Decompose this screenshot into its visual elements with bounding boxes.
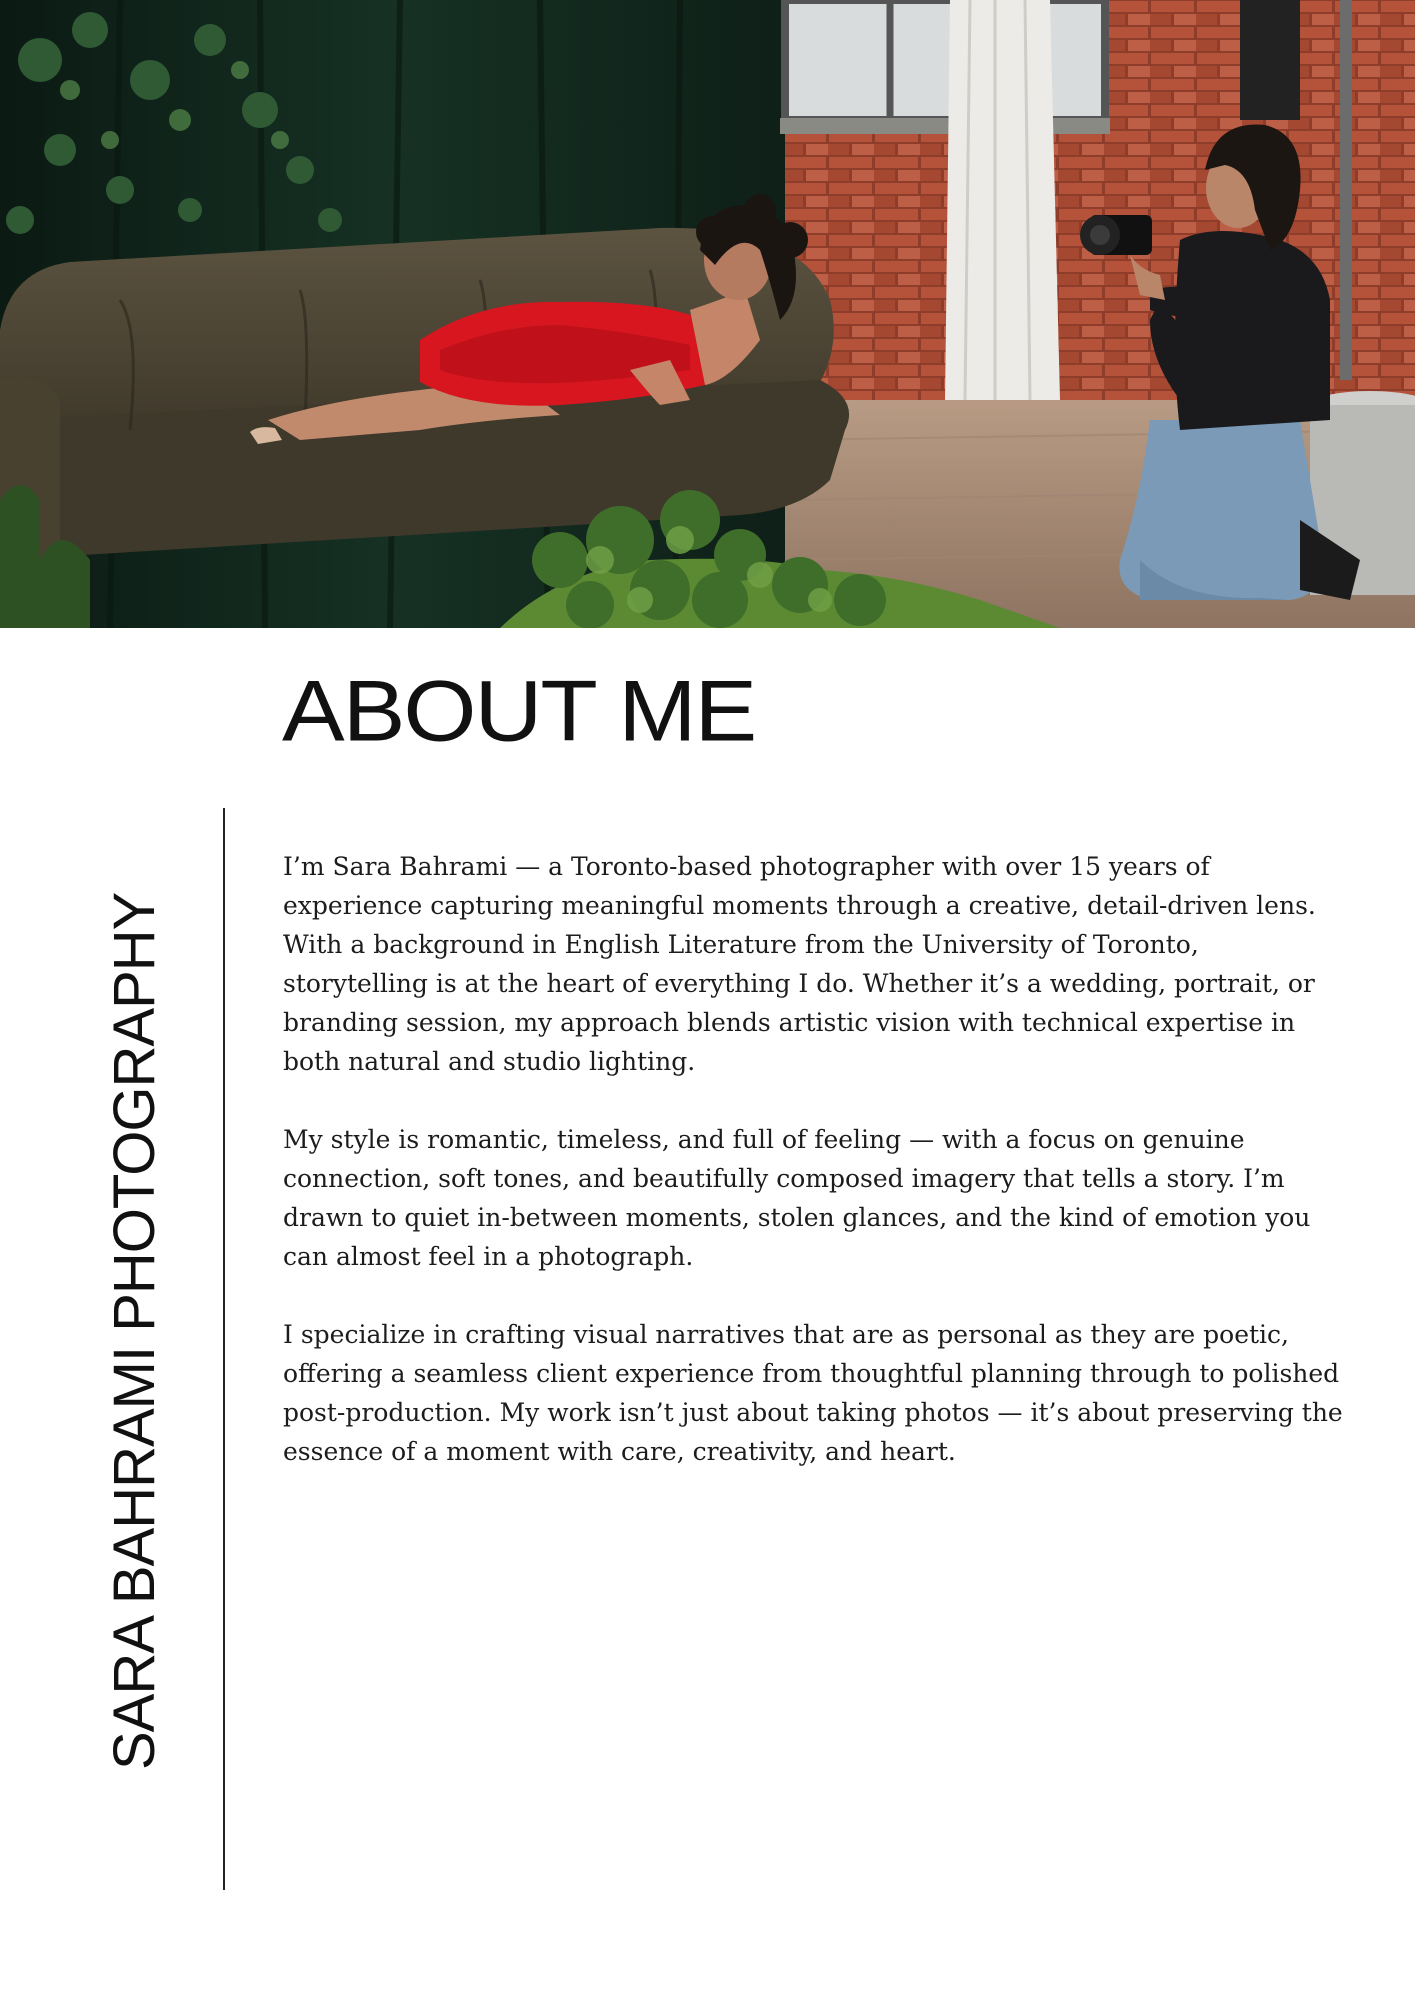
- vertical-divider: [223, 808, 225, 1890]
- bio-paragraph: I’m Sara Bahrami — a Toronto-based photographer with over 15 years of experience capturing meaningful moments through a creative, detail-driven lens. With a background in English Literature from the University of Toronto, storytelling is at the heart of everything I do. Whether it’s a wedding, portrait, or branding session, my approach blends artistic vision with technical expertise in both natural and studio lighting.: [283, 852, 1316, 1076]
- brand-vertical-wrapper: [100, 892, 170, 1770]
- page-title: ABOUT ME: [282, 662, 756, 760]
- bio-paragraph: My style is romantic, timeless, and full of feeling — with a focus on genuine connection, soft tones, and beautifully composed imagery that tells a story. I’m drawn to quiet in-between moments, stolen glances, and the kind of emotion you can almost feel in a photograph.: [283, 1125, 1311, 1271]
- brand-name: SARA BAHRAMI PHOTOGRAPHY: [102, 892, 167, 1770]
- bio-section: [283, 847, 1343, 1510]
- hero-photo: [0, 0, 1415, 628]
- bio-paragraph: I specialize in crafting visual narratives that are as personal as they are poetic, offering a seamless client experience from thoughtful planning through to polished post-production. My work isn’t just about taking photos — it’s about preserving the essence of a moment with care, creativity, and heart.: [283, 1320, 1343, 1466]
